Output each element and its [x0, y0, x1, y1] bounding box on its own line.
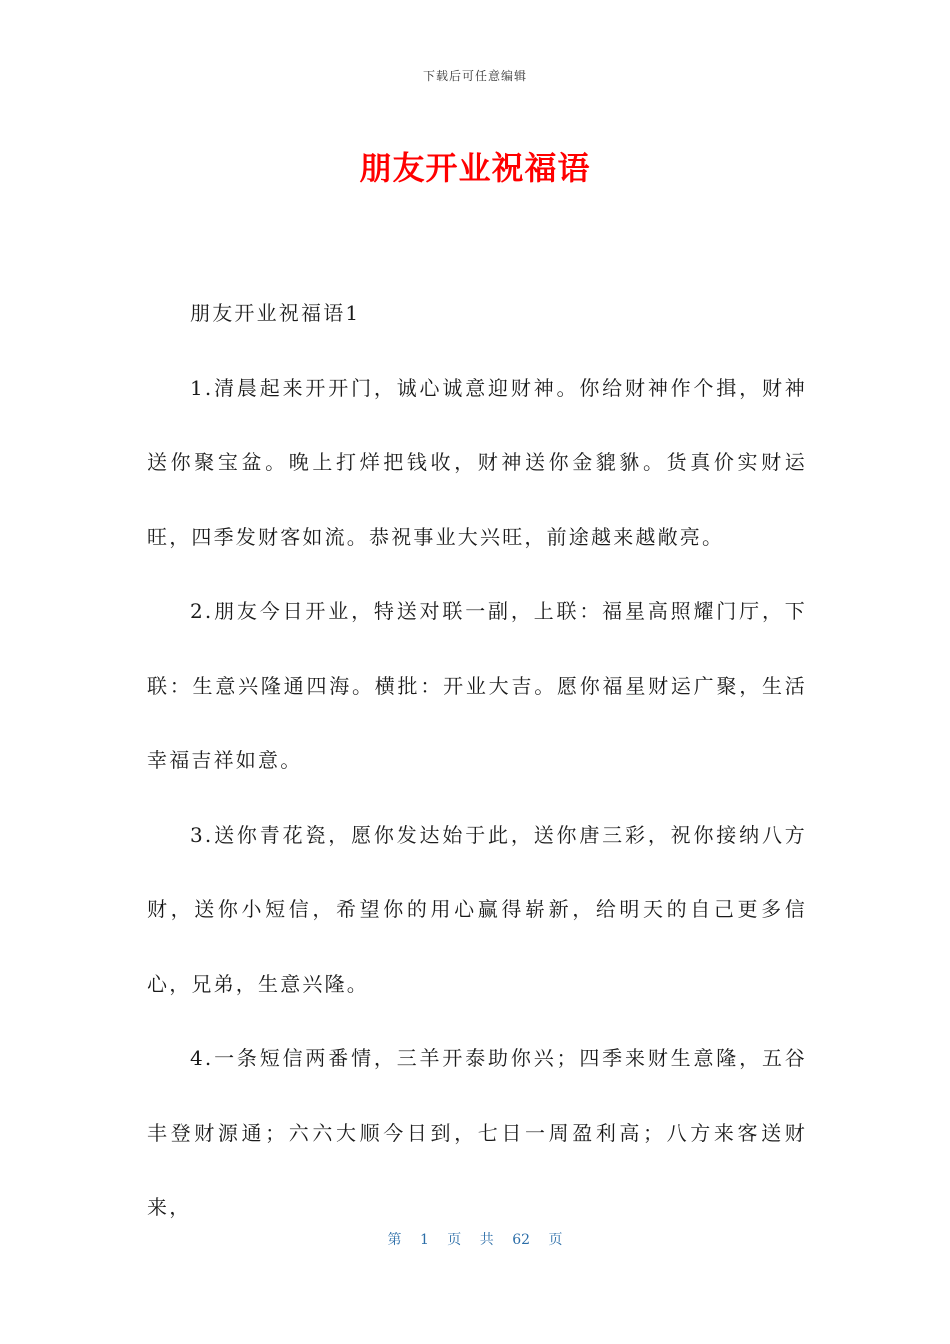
paragraph-2: 2.朋友今日开业，特送对联一副，上联：福星高照耀门厅，下联：生意兴隆通四海。横批：开业大吉。愿你福星财运广聚，生活幸福吉祥如意。 [147, 599, 807, 772]
document-title: 朋友开业祝福语 [359, 149, 591, 187]
section-heading: 朋友开业祝福语1 [190, 301, 361, 325]
paragraph-3: 3.送你青花瓷，愿你发达始于此，送你唐三彩，祝你接纳八方财，送你小短信，希望你的用心赢得崭新，给明天的自己更多信心，兄弟，生意兴隆。 [147, 822, 807, 996]
document-body [147, 276, 807, 1245]
paragraph-4: 4.一条短信两番情，三羊开泰助你兴；四季来财生意隆，五谷丰登财源通；六六大顺今日到，七日一周盈利高；八方来客送财来， [147, 1046, 807, 1219]
page-footer: 第 1 页 共 62 页 [387, 1232, 563, 1248]
paragraph-1: 1.清晨起来开开门，诚心诚意迎财神。你给财神作个揖，财神送你聚宝盆。晚上打烊把钱收，财神送你金貔貅。货真价实财运旺，四季发财客如流。恭祝事业大兴旺，前途越来越敞亮。 [147, 375, 807, 549]
header-note: 下载后可任意编辑 [422, 69, 527, 83]
